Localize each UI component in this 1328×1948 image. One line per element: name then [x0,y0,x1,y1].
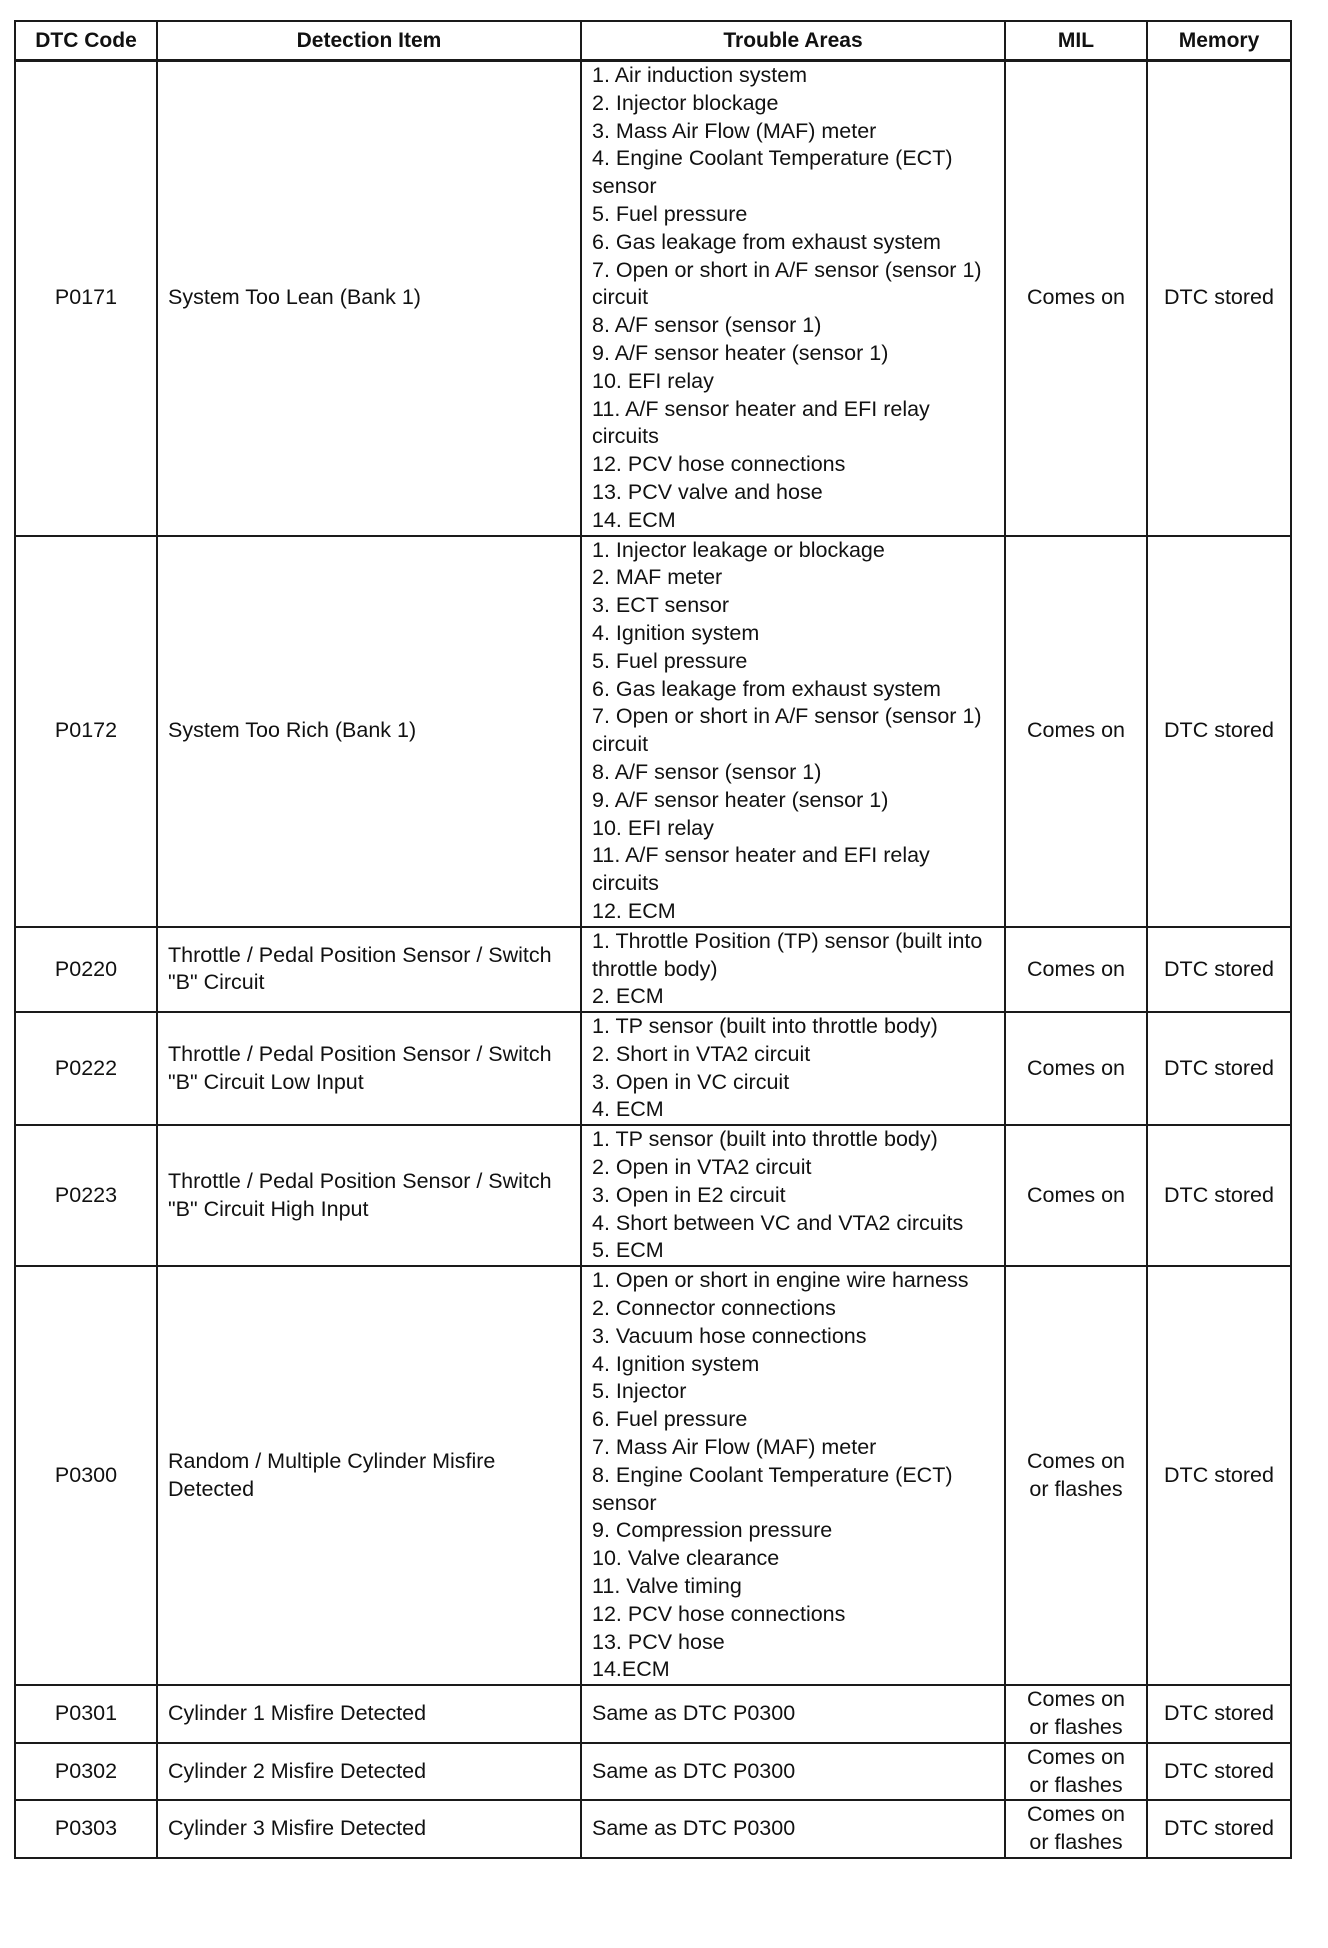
trouble-area-item: 13. PCV valve and hose [592,479,823,504]
table-row [15,1012,1291,1125]
trouble-area-item: 4. Engine Coolant Temperature (ECT) sensor [592,146,953,199]
trouble-area-item: 2. Injector blockage [592,90,779,115]
trouble-area-item: 6. Fuel pressure [592,1407,748,1432]
detection-item-cell: Random / Multiple Cylinder Misfire Detected [157,1266,581,1685]
trouble-area-item: 2. MAF meter [592,565,723,590]
mil-cell [1005,61,1147,536]
trouble-area-item: 11. Valve timing [592,1574,742,1599]
trouble-area-item: 2. ECM [592,984,664,1009]
table-row [15,536,1291,927]
mil-status-line: Comes on [1027,956,1125,981]
mil-status-line: Comes on [1027,1055,1125,1080]
trouble-area-item: 3. Vacuum hose connections [592,1323,867,1348]
header-mil: MIL [1005,21,1147,61]
memory-cell: DTC stored [1147,1743,1291,1801]
trouble-area-item: 1. Injector leakage or blockage [592,537,885,562]
memory-cell: DTC stored [1147,1125,1291,1266]
trouble-area-item: Same as DTC P0300 [592,1701,796,1726]
table-row [15,61,1291,536]
trouble-areas-cell [581,1012,1005,1125]
trouble-area-item: 12. ECM [592,898,676,923]
trouble-area-item: 8. A/F sensor (sensor 1) [592,313,822,338]
trouble-area-item: Same as DTC P0300 [592,1758,796,1783]
header-dtc-code: DTC Code [15,21,157,61]
mil-status-line: Comes on [1027,718,1125,743]
memory-cell: DTC stored [1147,927,1291,1012]
trouble-areas-cell [581,927,1005,1012]
trouble-area-item: 4. Short between VC and VTA2 circuits [592,1210,964,1235]
memory-cell: DTC stored [1147,61,1291,536]
trouble-area-item: 6. Gas leakage from exhaust system [592,229,941,254]
detection-item-cell: Throttle / Pedal Position Sensor / Switch "B" Circuit High Input [157,1125,581,1266]
table-row [15,1685,1291,1743]
trouble-area-item: 12. PCV hose connections [592,1601,846,1626]
mil-cell [1005,1800,1147,1858]
trouble-area-item: 4. Ignition system [592,1351,760,1376]
trouble-area-item: 2. Open in VTA2 circuit [592,1155,812,1180]
trouble-area-item: 1. TP sensor (built into throttle body) [592,1127,938,1152]
mil-cell [1005,1266,1147,1685]
memory-cell: DTC stored [1147,1012,1291,1125]
trouble-areas-cell [581,1266,1005,1685]
mil-cell [1005,1685,1147,1743]
mil-status-line: Comes on [1027,1802,1125,1827]
trouble-areas-cell [581,1800,1005,1858]
mil-status-line: Comes on [1027,1687,1125,1712]
mil-status-line: or flashes [1029,1772,1123,1797]
header-detection-item: Detection Item [157,21,581,61]
trouble-area-item: 10. Valve clearance [592,1546,780,1571]
trouble-area-item: 14.ECM [592,1657,670,1682]
header-memory: Memory [1147,21,1291,61]
trouble-area-item: 4. ECM [592,1097,664,1122]
dtc-table [14,20,1292,1859]
table-row [15,1800,1291,1858]
table-row [15,1743,1291,1801]
trouble-areas-cell [581,61,1005,536]
dtc-code-cell: P0220 [15,927,157,1012]
trouble-area-item: 3. Open in VC circuit [592,1069,790,1094]
detection-item-cell: Cylinder 1 Misfire Detected [157,1685,581,1743]
trouble-areas-cell [581,1685,1005,1743]
dtc-code-cell: P0171 [15,61,157,536]
trouble-area-item: 3. Open in E2 circuit [592,1182,786,1207]
table-row [15,1266,1291,1685]
mil-status-line: or flashes [1029,1830,1123,1855]
dtc-code-cell: P0302 [15,1743,157,1801]
dtc-table-body [15,61,1291,1859]
trouble-area-item: 1. TP sensor (built into throttle body) [592,1014,938,1039]
trouble-area-item: 1. Open or short in engine wire harness [592,1268,969,1293]
trouble-area-item: 7. Open or short in A/F sensor (sensor 1) circuit [592,257,982,310]
trouble-areas-cell [581,1743,1005,1801]
mil-cell [1005,927,1147,1012]
trouble-area-item: 7. Mass Air Flow (MAF) meter [592,1435,877,1460]
mil-status-line: Comes on [1027,1182,1125,1207]
table-row [15,927,1291,1012]
trouble-area-item: 8. Engine Coolant Temperature (ECT) sensor [592,1462,953,1515]
mil-cell [1005,536,1147,927]
trouble-area-item: 1. Throttle Position (TP) sensor (built into throttle body) [592,928,983,981]
detection-item-cell: System Too Rich (Bank 1) [157,536,581,927]
dtc-code-cell: P0223 [15,1125,157,1266]
memory-cell: DTC stored [1147,1685,1291,1743]
trouble-areas-cell [581,1125,1005,1266]
trouble-area-item: 8. A/F sensor (sensor 1) [592,759,822,784]
detection-item-cell: Throttle / Pedal Position Sensor / Switch "B" Circuit Low Input [157,1012,581,1125]
trouble-area-item: 3. ECT sensor [592,593,730,618]
mil-status-line: or flashes [1029,1715,1123,1740]
trouble-area-item: 6. Gas leakage from exhaust system [592,676,941,701]
header-row [15,21,1291,61]
trouble-area-item: 13. PCV hose [592,1629,725,1654]
dtc-code-cell: P0303 [15,1800,157,1858]
trouble-area-item: 9. A/F sensor heater (sensor 1) [592,340,889,365]
dtc-table-header [15,21,1291,61]
detection-item-cell: Throttle / Pedal Position Sensor / Switch "B" Circuit [157,927,581,1012]
trouble-area-item: 11. A/F sensor heater and EFI relay circuits [592,843,930,896]
table-row [15,1125,1291,1266]
trouble-area-item: 14. ECM [592,507,676,532]
trouble-area-item: Same as DTC P0300 [592,1816,796,1841]
detection-item-cell: Cylinder 3 Misfire Detected [157,1800,581,1858]
mil-status-line: Comes on [1027,285,1125,310]
mil-status-line: Comes on [1027,1744,1125,1769]
trouble-area-item: 10. EFI relay [592,815,714,840]
detection-item-cell: System Too Lean (Bank 1) [157,61,581,536]
trouble-area-item: 7. Open or short in A/F sensor (sensor 1) circuit [592,704,982,757]
trouble-area-item: 1. Air induction system [592,63,808,87]
dtc-code-cell: P0222 [15,1012,157,1125]
trouble-area-item: 3. Mass Air Flow (MAF) meter [592,118,877,143]
dtc-code-cell: P0301 [15,1685,157,1743]
trouble-area-item: 12. PCV hose connections [592,452,846,477]
detection-item-cell: Cylinder 2 Misfire Detected [157,1743,581,1801]
trouble-areas-cell [581,536,1005,927]
mil-cell [1005,1012,1147,1125]
mil-cell [1005,1125,1147,1266]
trouble-area-item: 9. A/F sensor heater (sensor 1) [592,787,889,812]
dtc-code-cell: P0300 [15,1266,157,1685]
dtc-code-cell: P0172 [15,536,157,927]
trouble-area-item: 10. EFI relay [592,368,714,393]
trouble-area-item: 5. Injector [592,1379,687,1404]
memory-cell: DTC stored [1147,1266,1291,1685]
mil-status-line: or flashes [1029,1476,1123,1501]
mil-status-line: Comes on [1027,1448,1125,1473]
trouble-area-item: 2. Short in VTA2 circuit [592,1041,811,1066]
trouble-area-item: 11. A/F sensor heater and EFI relay circuits [592,396,930,449]
memory-cell: DTC stored [1147,536,1291,927]
memory-cell: DTC stored [1147,1800,1291,1858]
trouble-area-item: 2. Connector connections [592,1296,836,1321]
header-trouble-areas: Trouble Areas [581,21,1005,61]
trouble-area-item: 4. Ignition system [592,620,760,645]
trouble-area-item: 5. Fuel pressure [592,648,748,673]
trouble-area-item: 5. Fuel pressure [592,201,748,226]
mil-cell [1005,1743,1147,1801]
trouble-area-item: 9. Compression pressure [592,1518,833,1543]
trouble-area-item: 5. ECM [592,1238,664,1263]
